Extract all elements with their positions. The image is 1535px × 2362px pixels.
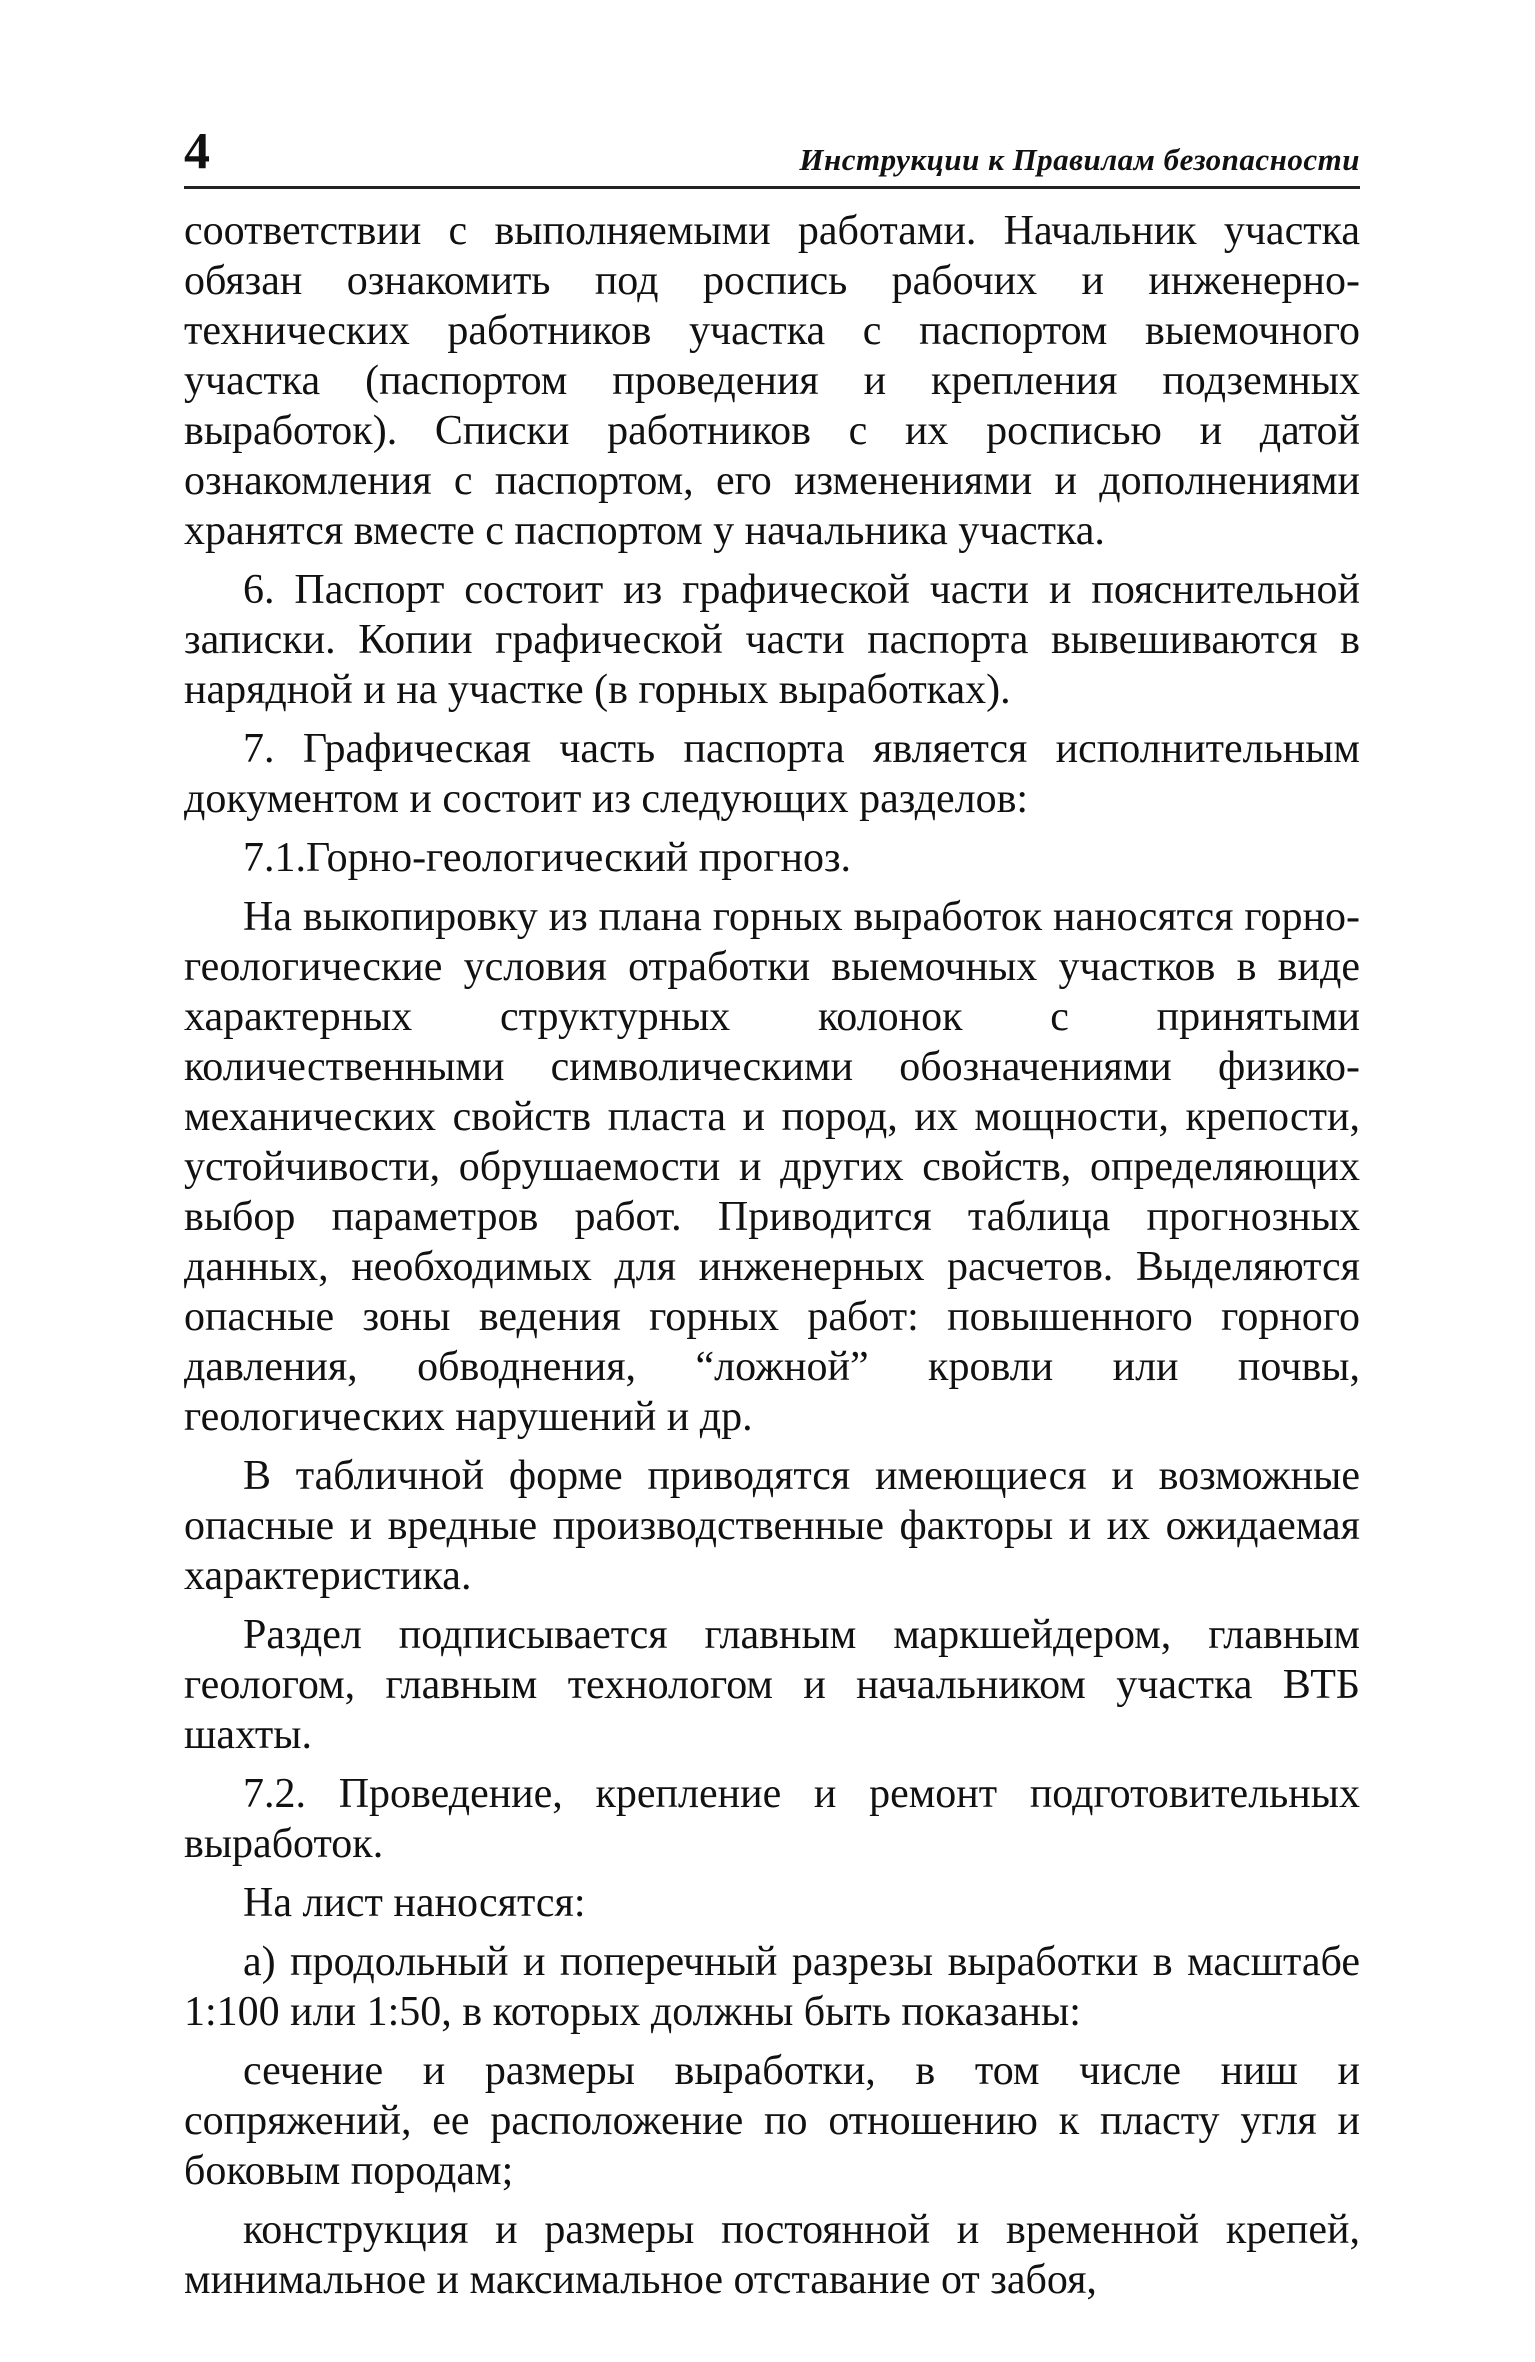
paragraph-continuation: соответствии с выполняемыми работами. Начальник участка обязан ознакомить под роспись рабочих и инженерно-технических работников участка с паспортом выемочного участка (паспортом проведения и крепления подземных выработок). Списки работников с их росписью и датой ознакомления с паспортом, его изменениями и дополнениями хранятся вместе с паспортом у начальника участка. [184, 208, 1360, 554]
header-rule [184, 186, 1360, 189]
body-text [184, 206, 1360, 2314]
page-header [184, 118, 1360, 188]
paragraph-item-6: 6. Паспорт состоит из графической части и пояснительной записки. Копии графической части паспорта вывешиваются в нарядной и на участке (в горных выработках). [184, 567, 1360, 713]
paragraph-support-design: конструкция и размеры постоянной и временной крепей, минимальное и максимальное отставание от забоя, [184, 2207, 1360, 2303]
paragraph-item-a: а) продольный и поперечный разрезы выработки в масштабе 1:100 или 1:50, в которых должны быть показаны: [184, 1939, 1360, 2035]
paragraph-geology: На выкопировку из плана горных выработок наносятся горно-геологические условия отработки выемочных участков в виде характерных структурных колонок с принятыми количественными символическими обозначениями физико-механических свойств пласта и пород, их мощности, крепости, устойчивости, обрушаемости и других свойств, определяющих выбор параметров работ. Приводится таблица прогнозных данных, необходимых для инженерных расчетов. Выделяются опасные зоны ведения горных работ: повышенного горного давления, обводнения, “ложной” кровли или почвы, геологических нарушений и др. [184, 894, 1360, 1440]
section-heading-7-1: 7.1.Горно-геологический прогноз. [243, 835, 852, 881]
paragraph-section-sizes: сечение и размеры выработки, в том числе ниш и сопряжений, ее расположение по отношению к пласту угля и боковым породам; [184, 2048, 1360, 2194]
page-number: 4 [184, 123, 210, 180]
paragraph-factors: В табличной форме приводятся имеющиеся и возможные опасные и вредные производственные факторы и их ожидаемая характеристика. [184, 1453, 1360, 1599]
section-heading-7-2: 7.2. Проведение, крепление и ремонт подготовительных выработок. [184, 1771, 1360, 1867]
running-title: Инструкции к Правилам безопасности [799, 142, 1360, 177]
paragraph-sheet-contents: На лист наносятся: [243, 1880, 586, 1926]
paragraph-item-7: 7. Графическая часть паспорта является исполнительным документом и состоит из следующих разделов: [184, 726, 1360, 822]
paragraph-signatures: Раздел подписывается главным маркшейдером, главным геологом, главным технологом и начальником участка ВТБ шахты. [184, 1612, 1360, 1758]
